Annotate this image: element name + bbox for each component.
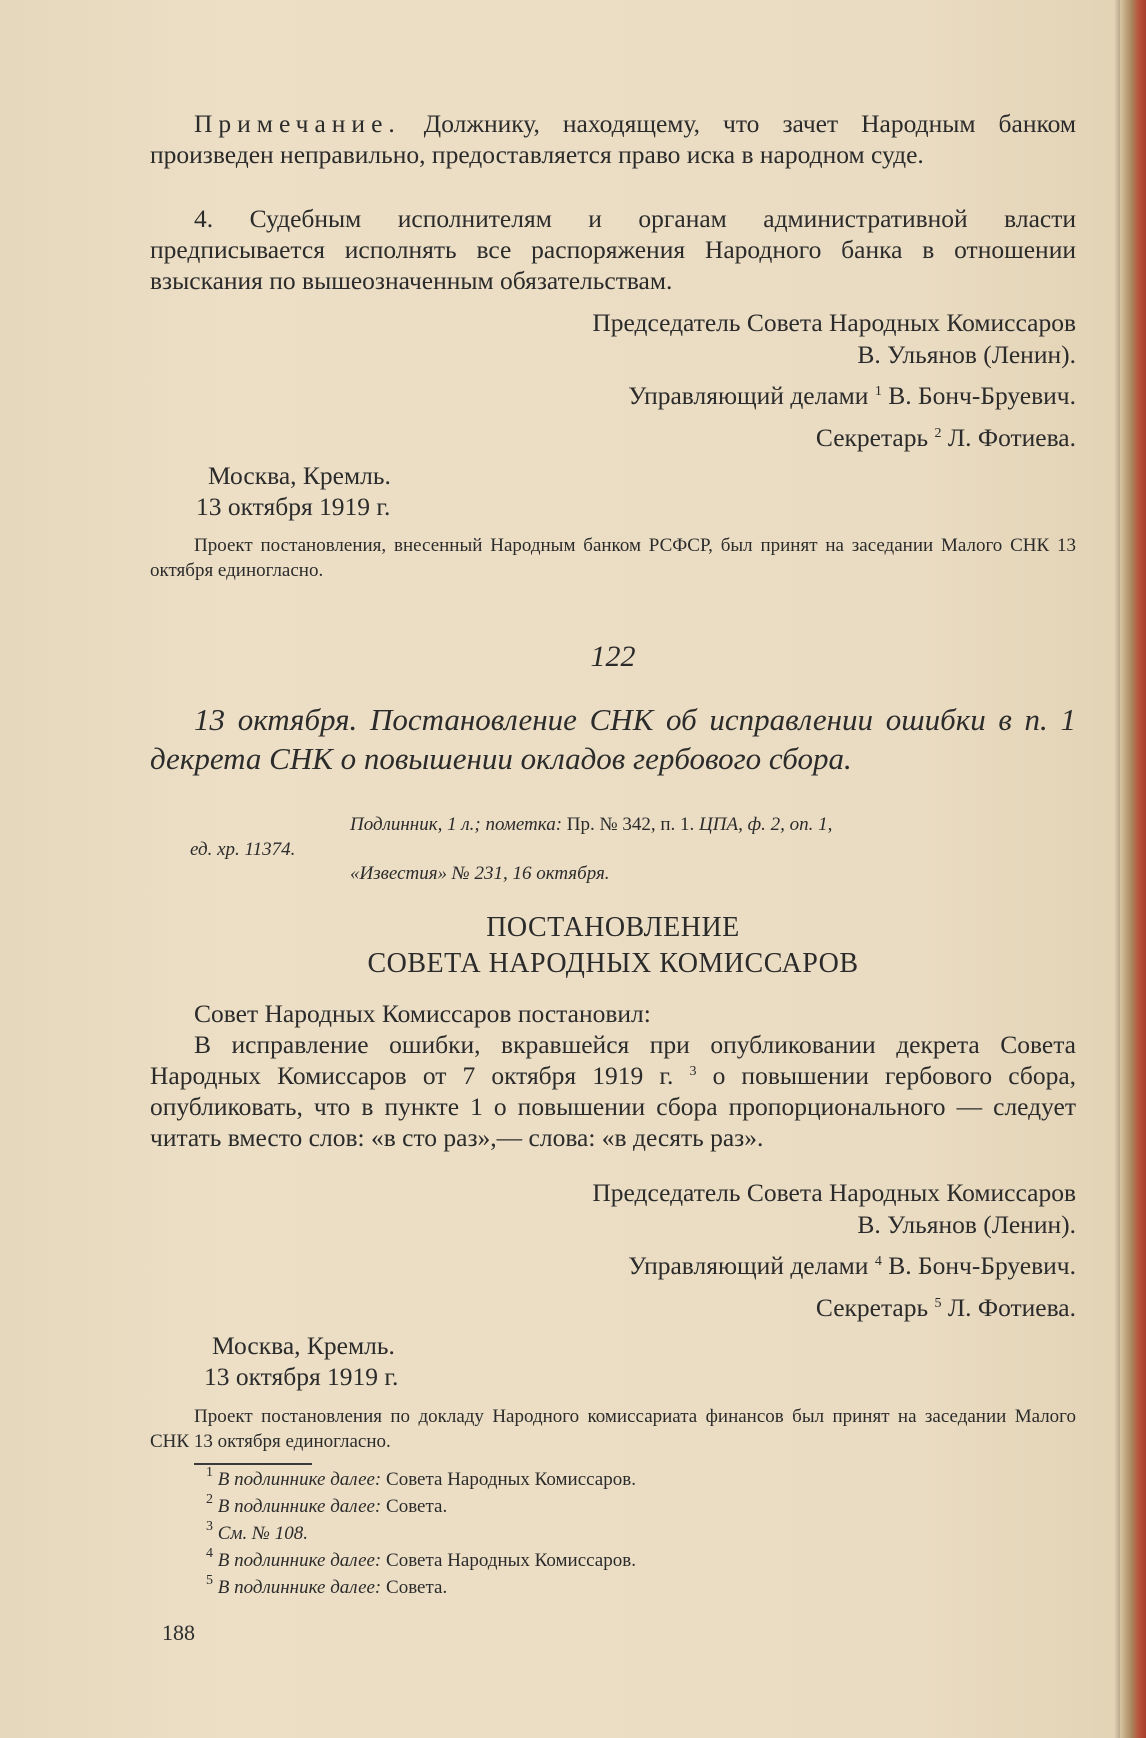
chairman-name: В. Ульянов (Ленин). xyxy=(857,340,1076,369)
chairman-name-2: В. Ульянов (Ленин). xyxy=(857,1210,1076,1239)
footnote-5: $^5$ В подлиннике далее: Совета. xyxy=(206,1573,448,1598)
secretary-signature-2: Секретарь $^5$ Л. Фотиева. xyxy=(815,1293,1076,1322)
editorial-note-2: Проект постановления по докладу Народного комиссариата финансов был принят на заседании Малого СНК 13 октября единогласно. xyxy=(150,1406,1076,1452)
source-line-1: Подлинник, 1 л.; пометка: Пр. № 342, п. 1. ЦПА, ф. 2, оп. 1, xyxy=(350,814,833,835)
note-paragraph xyxy=(150,108,1076,170)
document-number: 122 xyxy=(590,640,636,673)
date: 13 октября 1919 г. xyxy=(196,492,391,521)
footnote-1: $^1$ В подлиннике далее: Совета Народных Комиссаров. xyxy=(206,1465,636,1490)
item-4-paragraph: 4. Судебным исполнителям и органам административной власти предписывается исполнять все распоряжения Народного банка в отношении взыскания по вышеозначенным обязательствам. xyxy=(150,204,1076,295)
footnote-ref: 4 xyxy=(874,1254,882,1269)
footnote-3: $^3$ См. № 108. xyxy=(206,1519,308,1544)
place-2: Москва, Кремль. xyxy=(212,1331,395,1360)
page-number: 188 xyxy=(162,1620,195,1645)
decree-title-line-2: СОВЕТА НАРОДНЫХ КОМИССАРОВ xyxy=(367,948,859,979)
footnote-2: $^2$ В подлиннике далее: Совета. xyxy=(206,1492,448,1517)
editorial-note: Проект постановления, внесенный Народным банком РСФСР, был принят на заседании Малого СНК 13 октября единогласно. xyxy=(150,535,1076,581)
footnote-4: $^4$ В подлиннике далее: Совета Народных Комиссаров. xyxy=(206,1546,636,1571)
secretary-signature: Секретарь $^2$ Л. Фотиева. xyxy=(815,423,1076,452)
note-text: Должнику, находящему, что зачет Народным банком произведен неправильно, предоставляется право иска в народном суде. xyxy=(150,109,1076,169)
manager-signature-2: Управляющий делами $^4$ В. Бонч-Бруевич. xyxy=(628,1251,1076,1280)
place: Москва, Кремль. xyxy=(208,461,391,490)
footnote-ref: 1 xyxy=(874,384,882,399)
decree-title-line-1: ПОСТАНОВЛЕНИЕ xyxy=(486,912,740,943)
chairman-title-2: Председатель Совета Народных Комиссаров xyxy=(592,1178,1076,1207)
decree-intro: Совет Народных Комиссаров постановил: xyxy=(194,999,651,1028)
footnote-ref: 3 xyxy=(689,1064,697,1079)
decree-body: В исправление ошибки, вкравшейся при опубликовании декрета Совета Народных Комиссаров от 7 октября 1919 г. $^3$ о повышении гербового сбора, опубликовать, что в пункте 1 о повышении сбора пропорционального — следует читать вместо слов: «в сто раз»,— слова: «в десять раз». xyxy=(150,1030,1077,1152)
date-2: 13 октября 1919 г. xyxy=(204,1362,399,1391)
footnote-ref: 2 xyxy=(934,426,942,441)
note-label: Примечание. xyxy=(194,109,401,138)
source-line-2: ед. хр. 11374. xyxy=(190,839,296,860)
manager-signature: Управляющий делами $^1$ В. Бонч-Бруевич. xyxy=(628,381,1076,410)
document-heading: 13 октября. Постановление СНК об исправлении ошибки в п. 1 декрета СНК о повышении окладов гербового сбора. xyxy=(150,702,1076,776)
footnote-ref: 5 xyxy=(934,1296,942,1311)
chairman-title: Председатель Совета Народных Комиссаров xyxy=(592,308,1076,337)
source-line-3: «Известия» № 231, 16 октября. xyxy=(350,863,610,884)
